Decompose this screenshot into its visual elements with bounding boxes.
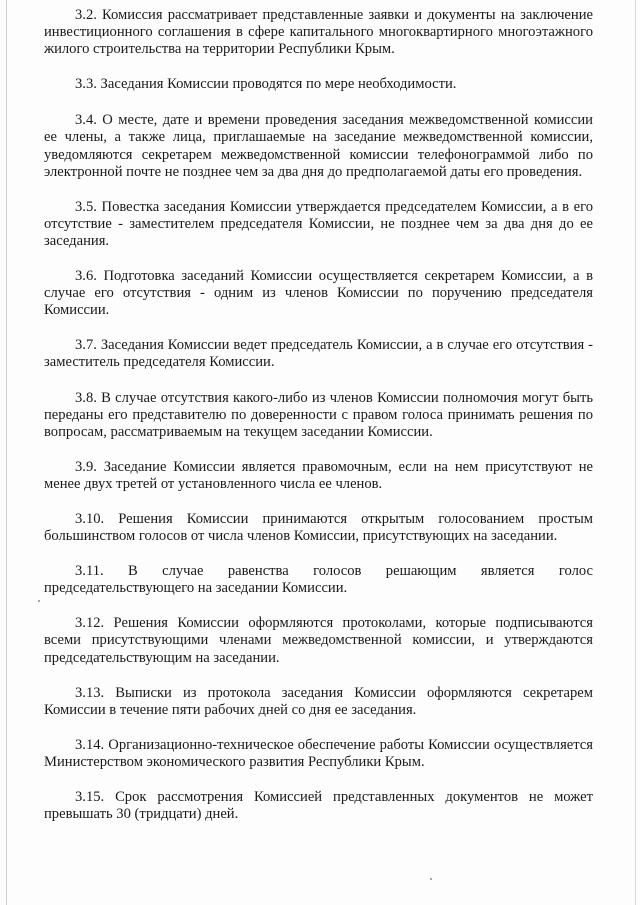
paragraph-3-11: 3.11. В случае равенства голосов решающим является голос председательствующего на заседании Комиссии. [44,563,593,597]
document-body [44,7,593,841]
scan-speck [38,600,40,602]
paragraph-3-8: 3.8. В случае отсутствия какого-либо из членов Комиссии полномочия могут быть переданы его представителю по доверенности с правом голоса принимать решения по вопросам, рассматриваемым на текущем заседании Комиссии. [44,389,593,440]
paragraph-3-12: 3.12. Решения Комиссии оформляются протоколами, которые подписываются всеми присутствующими членами межведомственной комиссии, и утверждаются председательствующим на заседании. [44,615,593,666]
scan-edge-left [6,0,7,905]
scan-speck [430,878,432,880]
paragraph-3-4: 3.4. О месте, дате и времени проведения заседания межведомственной комиссии ее члены, а также лица, приглашаемые на заседание межведомственной комиссии, уведомляются секретарем межведомственной комиссии телефонограммой либо по электронной почте не позднее чем за два дня до предполагаемой даты его проведения. [44,112,593,180]
paragraph-3-10: 3.10. Решения Комиссии принимаются открытым голосованием простым большинством голосов от числа членов Комиссии, присутствующих на заседании. [44,510,593,545]
paragraph-3-2: 3.2. Комиссия рассматривает представленные заявки и документы на заключение инвестиционного соглашения в сфере капитального многоквартирного многоэтажного жилого строительства на территории Республики Крым. [44,7,593,58]
paragraph-3-6: 3.6. Подготовка заседаний Комиссии осуществляется секретарем Комиссии, а в случае его отсутствия - одним из членов Комиссии по поручению председателя Комиссии. [44,268,593,319]
scan-edge-right [635,0,636,905]
paragraph-3-13: 3.13. Выписки из протокола заседания Комиссии оформляются секретарем Комиссии в течение пяти рабочих дней со дня ее заседания. [44,684,593,718]
paragraph-3-5: 3.5. Повестка заседания Комиссии утверждается председателем Комиссии, а в его отсутствие - заместителем председателя Комиссии, не позднее чем за два дня до ее заседания. [44,198,593,249]
paragraph-3-15: 3.15. Срок рассмотрения Комиссией представленных документов не может превышать 30 (тридцати) дней. [44,789,593,823]
paragraph-3-14: 3.14. Организационно-техническое обеспечение работы Комиссии осуществляется Министерством экономического развития Республики Крым. [44,736,593,770]
paragraph-3-9: 3.9. Заседание Комиссии является правомочным, если на нем присутствуют не менее двух третей от установленного числа ее членов. [44,458,593,492]
paragraph-3-7: 3.7. Заседания Комиссии ведет председатель Комиссии, а в случае его отсутствия - заместитель председателя Комиссии. [44,337,593,371]
paragraph-3-3: 3.3. Заседания Комиссии проводятся по мере необходимости. [75,76,457,93]
